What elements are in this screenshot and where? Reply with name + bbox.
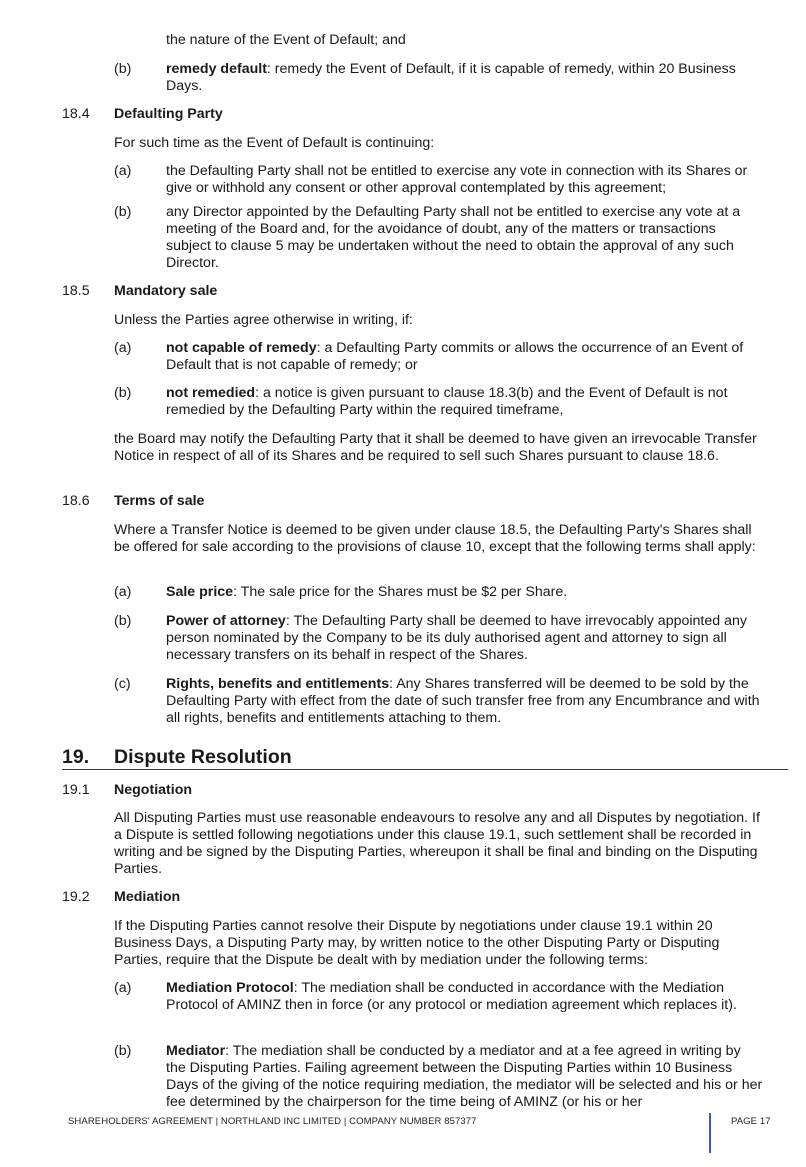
clause-18-6-b-label: (b) [114, 613, 132, 629]
clause-18-3-b-text [166, 61, 764, 95]
clause-18-4-intro: For such time as the Event of Default is continuing: [114, 135, 435, 151]
clause-18-5-a-text [166, 340, 764, 374]
clause-18-6-b-text [166, 613, 764, 664]
clause-18-6-a-term: Sale price [166, 584, 234, 600]
clause-18-4-b-label: (b) [114, 204, 132, 220]
clause-18-3-b-term: remedy default [166, 61, 267, 77]
clause-18-3-b-label: (b) [114, 61, 132, 77]
clause-18-6-c-text [166, 676, 764, 727]
section-divider [62, 769, 788, 770]
footer-page-number: PAGE 17 [731, 1116, 771, 1127]
clause-18-6-heading: Terms of sale [114, 493, 205, 509]
clause-18-4-a-text: the Defaulting Party shall not be entitled to exercise any vote in connection with its Shares or give or withhold any consent or other approval contemplated by this agreement; [166, 163, 748, 196]
clause-18-5-a-label: (a) [114, 340, 132, 356]
clause-18-5-outro: the Board may notify the Defaulting Party that it shall be deemed to have given an irrevocable Transfer Notice in respect of all of its Shares and be required to sell such Shares pursuant to clause 18.6. [114, 431, 757, 464]
clause-19-1-number: 19.1 [62, 782, 90, 798]
clause-18-6-a-body: : The sale price for the Shares must be $2 per Share. [233, 584, 568, 600]
footer-divider-bar [709, 1113, 711, 1153]
clause-18-6-intro: Where a Transfer Notice is deemed to be given under clause 18.5, the Defaulting Party's Shares shall be offered for sale according to the provisions of clause 10, except that the following terms shall apply: [114, 522, 756, 555]
clause-18-6-b-body: : The Defaulting Party shall be deemed to have irrevocably appointed any person nominated by the Company to be its duly authorised agent and attorney to sign all necessary transfers on its behalf in respect of the Shares. [166, 613, 747, 663]
clause-18-5-b-body: : a notice is given pursuant to clause 18.3(b) and the Event of Default is not remedied by the Defaulting Party within the required timeframe, [166, 385, 728, 418]
section-19-number: 19. [62, 746, 90, 768]
clause-19-2-heading: Mediation [114, 889, 181, 905]
clause-18-6-b-term: Power of attorney [166, 613, 286, 629]
clause-19-2-a-text [166, 980, 764, 1014]
clause-18-6-c-label: (c) [114, 676, 131, 692]
clause-19-2-intro: If the Disputing Parties cannot resolve their Dispute by negotiations under clause 19.1 within 20 Business Days, a Disputing Party may, by written notice to the other Disputing Party or Disputing Parties, require that the Dispute be dealt with by mediation under the following terms: [114, 918, 720, 968]
clause-18-5-number: 18.5 [62, 283, 90, 299]
clause-18-5-b-label: (b) [114, 385, 132, 401]
clause-18-3-b-body: : remedy the Event of Default, if it is capable of remedy, within 20 Business Days. [166, 61, 736, 94]
clause-18-5-a-body: : a Defaulting Party commits or allows the occurrence of an Event of Default that is not capable of remedy; or [166, 340, 744, 373]
clause-19-2-b-body: : The mediation shall be conducted by a mediator and at a fee agreed in writing by the Disputing Parties. Failing agreement between the Disputing Parties within 10 Business Days of the giving of the notice requiring mediation, the mediator will be selected and his or her fee determined by the chairperson for the time being of AMINZ (or his or her [166, 1043, 763, 1110]
clause-19-1-text: All Disputing Parties must use reasonable endeavours to resolve any and all Disputes by negotiation. If a Dispute is settled following negotiations under this clause 19.1, such settlement shall be recorded in writing and be signed by the Disputing Parties, whereupon it shall be final and binding on the Disputing Parties. [114, 810, 760, 877]
clause-18-6-c-body: : Any Shares transferred will be deemed to be sold by the Defaulting Party with effect from the date of such transfer free from any Encumbrance and with all rights, benefits and entitlements attaching to them. [166, 676, 760, 726]
clause-18-4-a-label: (a) [114, 163, 132, 179]
clause-18-6-c-term: Rights, benefits and entitlements [166, 676, 390, 692]
clause-19-2-a-term: Mediation Protocol [166, 980, 294, 996]
clause-18-6-number: 18.6 [62, 493, 90, 509]
clause-18-4-heading: Defaulting Party [114, 106, 223, 122]
clause-18-5-a-term: not capable of remedy [166, 340, 317, 356]
footer-document-title: SHAREHOLDERS' AGREEMENT | NORTHLAND INC LIMITED | COMPANY NUMBER 857377 [68, 1116, 477, 1127]
clause-18-3-a-continuation: the nature of the Event of Default; and [166, 32, 406, 48]
clause-19-2-number: 19.2 [62, 889, 90, 905]
clause-19-2-b-term: Mediator [166, 1043, 226, 1059]
clause-18-5-b-text [166, 385, 764, 419]
clause-18-4-b-text: any Director appointed by the Defaulting Party shall not be entitled to exercise any vote at a meeting of the Board and, for the avoidance of doubt, any of the matters or transactions subject to clause 5 may be undertaken without the need to obtain the approval of any such Director. [166, 204, 741, 271]
section-19-title: Dispute Resolution [114, 746, 292, 768]
clause-19-1-heading: Negotiation [114, 782, 193, 798]
clause-18-5-heading: Mandatory sale [114, 283, 218, 299]
clause-19-2-a-body: : The mediation shall be conducted in accordance with the Mediation Protocol of AMINZ then in force (or any protocol or mediation agreement which replaces it). [166, 980, 737, 1013]
clause-18-5-intro: Unless the Parties agree otherwise in writing, if: [114, 312, 413, 328]
clause-19-2-b-label: (b) [114, 1043, 132, 1059]
clause-18-4-number: 18.4 [62, 106, 90, 122]
clause-18-5-b-term: not remedied [166, 385, 256, 401]
clause-19-2-a-label: (a) [114, 980, 132, 996]
clause-18-6-a-label: (a) [114, 584, 132, 600]
clause-18-6-a-text [166, 584, 764, 601]
clause-19-2-b-text [166, 1043, 764, 1111]
